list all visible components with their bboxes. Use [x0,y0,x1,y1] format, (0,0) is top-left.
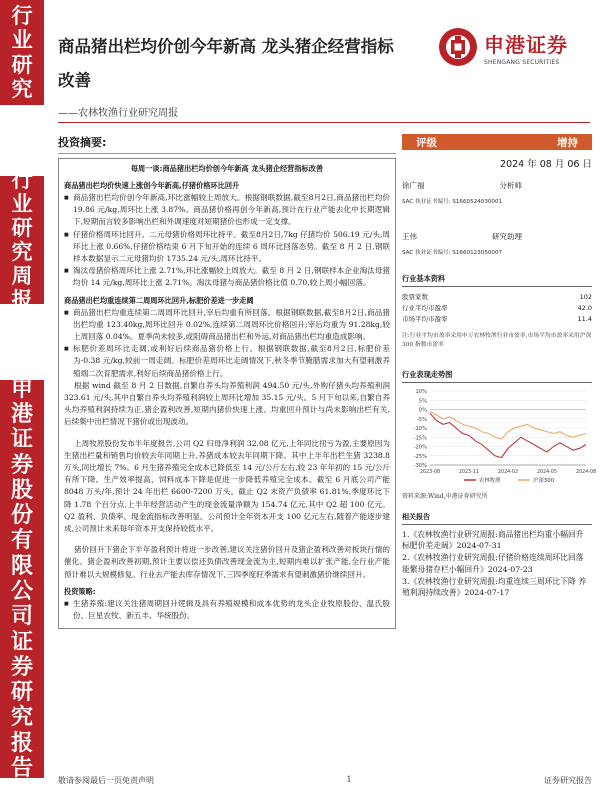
related-reports-title: 相关报告 [402,512,592,525]
sidebar-char: 券 [10,654,33,680]
investment-summary [58,134,396,629]
strategy-item: ■ 生猪养殖:建议关注猪周期回升逻辑及具有养殖规模和成本优势的龙头企业牧原股份、温氏股份、巨星农牧、新五丰、华统股份。 [64,598,390,622]
bullet-item: ■ 商品猪出栏均重连续第二周周环比回升,宰后均重有所回落。根据钢联数据,截至8月2日,商品猪出栏均重 123.40kg,周环比回升 0.02%,连续第二周周环比价格回升;宰后均重为 91.28kg,较上周回落 0.04%。夏季尚未较多,或阻碍商品猪出栏和外运,对商品猪出栏均重造成影响。 [64,307,390,344]
sidebar-block-company-report [0,376,44,782]
sidebar-char: 业 [11,28,33,53]
chart-y-tick-label: -25% [413,453,427,460]
analyst-role: 分析师 [499,181,522,190]
sidebar-char: 究 [11,76,33,101]
bullet-item: ■ 商品猪出栏均价创今年新高,环比涨幅较上周放大。根据钢联数据,截至8月2日,商品猪出栏均价 19.86 元/kg,周环比上涨 3.87%。商品猪价格再创今年新高,预计在行业产能去化中长期逻辑下,短期而言较多影响出栏和外调速度对短期猪价也形成一定支撑。 [64,192,390,229]
market-data-table [402,291,592,324]
table-cell-label: 市场平均市盈率 [402,315,448,323]
sidebar-char: 证 [10,629,33,655]
analyst-sac: SAC 执业证书编号: S1660524030001 [402,199,503,205]
sidebar-char: 司 [10,604,33,630]
chart-x-tick-label: 2024-02 [497,470,519,475]
chart-x-tick-label: 2023-08 [419,470,441,475]
sidebar-block-industry-research [0,0,44,105]
muyuan-paragraph: 上周牧原股份发布半年度报告,公司 Q2 归母净利润 32.08 亿元,上年同比扭亏为盈,主要原因为生猪出栏量和销售均价较去年同期上升,养猪成本较去年同期下降。其中上半年出栏生猪 3238.8 万头,同比增长 7%。6 月生猪养殖完全成本已降低至 14 元/公斤左右,较 23 年年初的 15 元/公斤有所下降。生产效率提高、饲料成本下降是促进一步降低养殖完全成本。截至 6 月底公司产能 8048 万头/年,预计 24 年出栏 6600-7200 万头。截止 Q2 末资产负债率 61.81%,季度环比下降 1.78 个百分点,上半年经营活动产生的现金流量净额为 154.74 亿元,其中 Q2 超 100 亿元。Q2 盈利、负债率、现金流指标改善明显。公司预计全年资本开支 100 亿元左右,随着产能逐步建成,公司预计未来每年资本开支保持较低水平。 [64,438,390,534]
chart-y-tick-label: 5% [418,398,427,405]
chart-x-tick-label: 2023-11 [458,470,480,475]
logo-name-en: SHENGANG SECURITIES [484,58,560,66]
sidebar-char: 研 [10,680,33,706]
table-cell-value: 11.4 [577,314,592,323]
analyst-2 [402,231,592,256]
chart-y-tick-label: 10% [415,389,427,395]
analyst-name: 王伟 [402,232,417,241]
analyst-role: 研究助理 [492,232,522,241]
chart-series-line [430,413,586,457]
strategy-heading: 投资策略: [64,586,96,596]
logo-mark-icon [438,27,478,67]
report-type: 证券研究报告 [544,776,592,785]
chart-legend-label: 农林牧渔 [479,478,501,484]
bullet-item: ■ 淘汰母猪价格周环比上涨 2.71%,环比涨幅较上周放大。截至 8 月 2 日,钢联样本企业淘汰母猪均价 14 元/kg,周环比上涨 2.71%。淘汰母猪与商品猪价格比值 0.70,较上周小幅回落。 [64,265,390,289]
chart-y-tick-label: -5% [416,416,427,423]
table-row [402,313,592,324]
related-report-item[interactable]: 3.《农林牧渔行业研究周报:均重连续三周环比下降 养殖利润持续改善》2024-07-17 [402,576,587,598]
section-head-weight: 商品猪出栏均重连续第二周周环比回升,标肥价差进一步走阔 [64,295,254,305]
sidebar-char: 研 [11,52,33,77]
summary-heading: 投资摘要: [58,134,396,154]
report-title-block [58,30,398,98]
sidebar-char: 港 [10,401,33,427]
sidebar-char: 研 [11,215,33,240]
performance-chart [402,385,597,489]
sidebar-char: 股 [10,477,33,503]
title-divider [58,122,590,123]
chart-y-tick-label: -30% [413,463,427,469]
sidebar-char: 申 [10,376,33,402]
chart-y-tick-label: 0% [418,407,427,414]
summary-box [58,158,396,629]
market-note: 注:行业平均市盈率采用申万农林牧渔行业市盈率,市场平均市盈率采用沪深 300 指数市盈率 [402,333,592,348]
table-row [402,291,592,302]
chart-title: 行业表现走势图 [402,370,592,383]
analyst-1 [402,180,592,205]
chart-x-tick-label: 2024-05 [536,470,558,475]
logo-name-cn: 申港证券 [484,32,568,57]
related-report-item[interactable]: 2.《农林牧渔行业研究周报:仔猪价格连续周环比回落 能繁母猪存栏小幅回升》2024-07-23 [402,553,584,574]
report-title: 商品猪出栏均价创今年新高 龙头猪企经营指标改善 [58,37,394,90]
chart-y-tick-label: -10% [413,426,427,432]
bullet-item: ■ 标肥价差周环比走阔,或利好后续商品猪价格上行。根据钢联数据,截至8月2日,标肥价差为-0.38 元/kg,较前一周走阔。标肥价差周环比走阔情况下,秋冬季节腌腊需求加大有望刺激养殖端二次育肥需求,利好后续商品猪价格上行。 [64,343,390,380]
weight-bullet-list [64,307,390,380]
analyst-sac: SAC 执业证书编号: S1660123050007 [402,250,503,256]
table-cell-label: 股票家数 [402,293,428,301]
rating-bar [402,134,592,150]
right-column [402,134,597,599]
left-sidebar [0,0,44,800]
sidebar-char: 究 [11,240,33,264]
sidebar-char: 业 [11,191,33,216]
performance-chart-svg [402,385,597,485]
sidebar-char: 究 [10,705,33,731]
outlook-paragraph: 猪价回升下猪企下半年盈利预计将进一步改善,建议关注猪价回升及猪企盈利改善对板块行情的催化。猪企盈利改善初期,预计主要以偿还负债改善现金流为主,短期内难以扩张产能,全行业产能预计难以大规模修复。行业去产能去库存情况下,三四季度旺季需求有望刺激猪价继续回升。 [64,545,390,579]
chart-y-tick-label: -15% [413,435,427,442]
related-report-item[interactable]: 1.《农林牧渔行业研究周报:商品猪出栏均重小幅回升 标肥价差走阔》2024-07-31 [402,530,584,551]
company-logo [438,22,588,72]
sidebar-char: 限 [10,553,33,579]
analyst-name: 徐广福 [402,181,425,190]
weekly-topic: 每周一谈:商品猪出栏均价创今年新高 龙头猪企经营指标改善 [130,164,324,173]
table-cell-label: 行业平均市盈率 [402,304,448,312]
disclaimer-note: 敬请参阅最后一页免责声明 [58,776,154,785]
chart-x-tick-label: 2024-08 [575,470,597,475]
sidebar-char: 报 [10,730,33,756]
chart-source: 资料来源:Wind,申港证券研究所 [402,493,488,500]
sidebar-char: 公 [10,579,33,604]
report-subtitle: ——农林牧渔行业研究周报 [58,108,178,119]
chart-legend-label: 沪深300 [533,478,555,484]
page-footer [58,775,592,786]
table-row [402,302,592,313]
sidebar-char: 有 [10,528,33,554]
sidebar-char: 行 [11,4,33,29]
table-cell-value: 42.0 [577,303,592,312]
market-data-title: 行业基本资料 [402,274,592,287]
sidebar-char: 周 [11,264,33,289]
bullet-item: ■ 仔猪价格周环比回升。二元母猪价格周环比持平。截至8月2日,7kg 仔猪均价 506.19 元/头,周环比上涨 0.66%,仔猪价格结束 6 月下旬开始的连续 6 周环比回落态势。截至 8 月 2 日,钢联样本数据显示二元母猪均价 1735.24 元/头,周环比持平。 [64,229,390,266]
page-number: 1 [346,775,352,784]
section-head-price: 商品猪出栏均价快速上涨创今年新高,仔猪价格环比回升 [64,181,240,190]
sidebar-char: 券 [10,452,33,478]
rating-label: 评级 [416,136,437,149]
related-reports [402,529,592,598]
report-date: 2024 年 08 月 06 日 [500,159,592,170]
table-cell-value: 102 [579,292,592,301]
sidebar-char: 报 [11,288,33,313]
sidebar-block-weekly-report [0,167,44,313]
price-bullet-list [64,192,390,290]
chart-y-tick-label: -20% [413,444,427,451]
sidebar-char: 证 [10,427,33,453]
rating-value: 增持 [557,136,578,149]
sidebar-char: 告 [10,756,33,782]
sidebar-char: 行 [11,167,33,192]
sidebar-char: 份 [10,503,33,529]
profit-paragraph: 根据 wind 截至 8 月 2 日数据,自繁自养头均养殖利润 494.50 元/头,外购仔猪头均养殖利润 323.61 元/头,其中自繁自养头均养殖利润较上周环比增加 35.15 元/头。5 月下旬以来,自繁自养头均养殖利润持续为正,猪企盈利改善,短期内猪价快速上涨、均重回升预计与尚未影响出栏有关,后续集中出栏情况下猪价或出现波动。 [64,380,390,427]
